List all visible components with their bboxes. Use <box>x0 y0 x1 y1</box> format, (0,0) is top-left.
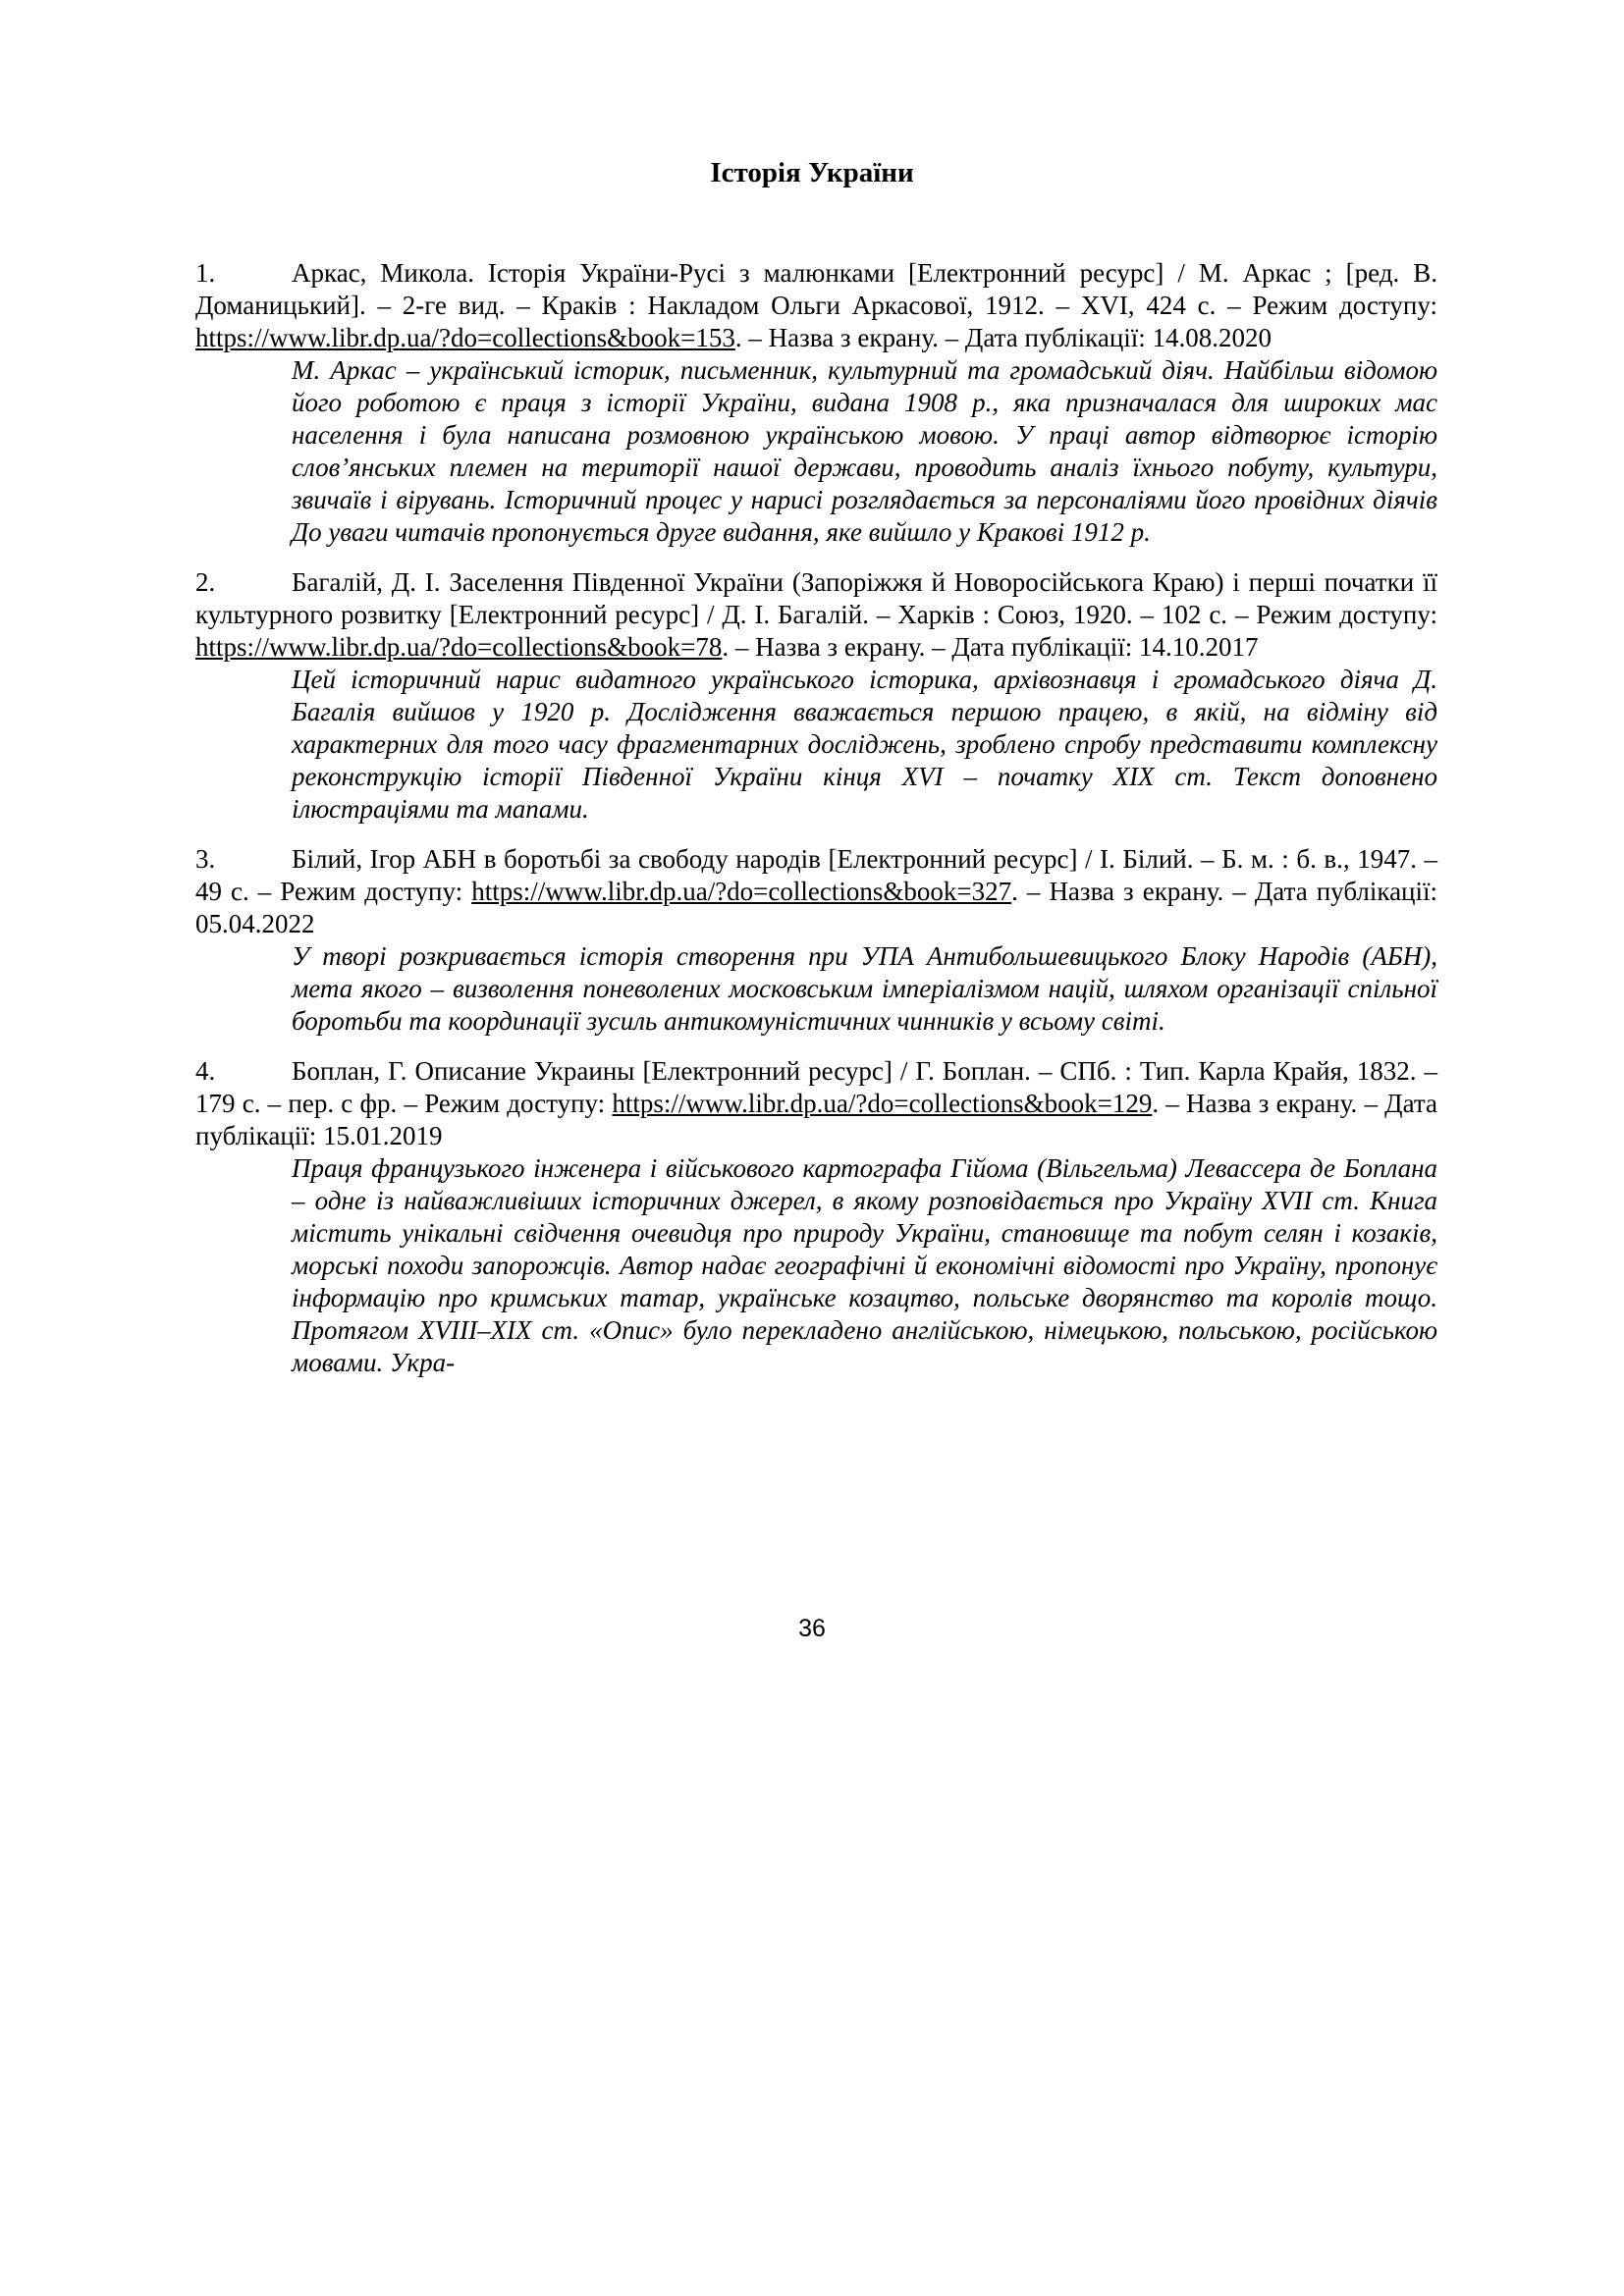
entry-number: 3. <box>195 844 216 874</box>
citation-tail: . – Назва з екрану. – Дата публікації: 05.04.2022 <box>195 877 1437 938</box>
entry-annotation: Цей історичний нарис видатного українського історика, архівознавця і громадського діяча Д. Багалія вийшов у 1920 р. Дослідження вважається першою працею, в якій, на відміну від характерних для того часу фрагментарних досліджень, зроблено спробу представити комплексну реконструкцію історії Південної України кінця XVI – початку XIX ст. Текст доповнено ілюстраціями та мапами. <box>292 665 1437 824</box>
citation-tail: . – Назва з екрану. – Дата публікації: 15.01.2019 <box>195 1089 1437 1150</box>
citation-text: Аркас, Микола. Історія України-Русі з малюнками [Електронний ресурс] / М. Аркас ; [ред. В. Доманицький]. – 2-ге вид. – Краків : Накладом Ольги Аркасової, 1912. – XVI, 424 с. – Режим доступу: <box>195 258 1437 320</box>
bibliography-entry <box>195 1055 1437 1379</box>
section-title: Історія України <box>710 157 914 188</box>
bibliography-list <box>195 257 1437 1397</box>
entry-link[interactable]: https://www.libr.dp.ua/?do=collections&book=129 <box>612 1089 1153 1118</box>
citation-text: Боплан, Г. Описание Украины [Електронний ресурс] / Г. Боплан. – СПб. : Тип. Карла Крайя, 1832. – 179 с. – пер. с фр. – Режим доступу: <box>195 1056 1437 1118</box>
entry-citation <box>195 1055 1437 1152</box>
entry-link[interactable]: https://www.libr.dp.ua/?do=collections&book=78 <box>195 632 723 662</box>
citation-tail: . – Назва з екрану. – Дата публікації: 14.08.2020 <box>734 323 1272 352</box>
entry-number: 2. <box>195 567 216 597</box>
bibliography-entry <box>195 843 1437 1038</box>
citation-text: Багалій, Д. І. Заселення Південної України (Запоріжжя й Новоросійськога Краю) і перші початки її культурного розвитку [Електронний ресурс] / Д. І. Багалій. – Харків : Союз, 1920. – 102 с. – Режим доступу: <box>195 567 1437 629</box>
page-number: 36 <box>798 1615 826 1642</box>
bibliography-entry <box>195 257 1437 549</box>
entry-annotation: Праця французького інженера і військового картографа Гійома (Вільгельма) Левассера де Боплана – одне із найважливіших історичних джерел, в якому розповідається про Україну XVII ст. Книга містить унікальні свідчення очевидця про природу України, становище та побут селян і козаків, морські походи запорожців. Автор надає географічні й економічні відомості про Україну, пропонує інформацію про кримських татар, українське козацтво, польське дворянство та королів тощо. Протягом XVIII–XIX ст. «Опис» було перекладено англійською, німецькою, польською, російською мовами. Укра- <box>292 1153 1437 1377</box>
entry-citation <box>195 566 1437 664</box>
entry-number: 1. <box>195 258 216 288</box>
entry-annotation: У творі розкривається історія створення при УПА Антибольшевицького Блоку Народів (АБН), мета якого – визволення поневолених московським імперіалізмом націй, шляхом організації спільної боротьби та координації зусиль антикомуністичних чинників у всьому світі. <box>292 941 1437 1036</box>
citation-text: Білий, Ігор АБН в боротьбі за свободу народів [Електронний ресурс] / І. Білий. – Б. м. : б. в., 1947. – 49 с. – Режим доступу: <box>195 844 1437 906</box>
entry-citation <box>195 843 1437 940</box>
bibliography-entry <box>195 566 1437 826</box>
citation-tail: . – Назва з екрану. – Дата публікації: 14.10.2017 <box>722 632 1259 662</box>
entry-number: 4. <box>195 1056 216 1086</box>
entry-annotation: М. Аркас – український історик, письменник, культурний та громадський діяч. Найбільш відомою його роботою є праця з історії України, видана 1908 р., яка призначалася для широких мас населення і була написана розмовною українською мовою. У праці автор відтворює історію слов’янських племен на території нашої держави, проводить аналіз їхнього побуту, культури, звичаїв і вірувань. Історичний процес у нарисі розглядається за персоналіями його провідних діячів До уваги читачів пропонується друге видання, яке вийшло у Кракові 1912 р. <box>292 355 1437 547</box>
entry-citation <box>195 257 1437 354</box>
entry-link[interactable]: https://www.libr.dp.ua/?do=collections&book=153 <box>195 323 735 352</box>
entry-link[interactable]: https://www.libr.dp.ua/?do=collections&book=327 <box>471 877 1012 906</box>
